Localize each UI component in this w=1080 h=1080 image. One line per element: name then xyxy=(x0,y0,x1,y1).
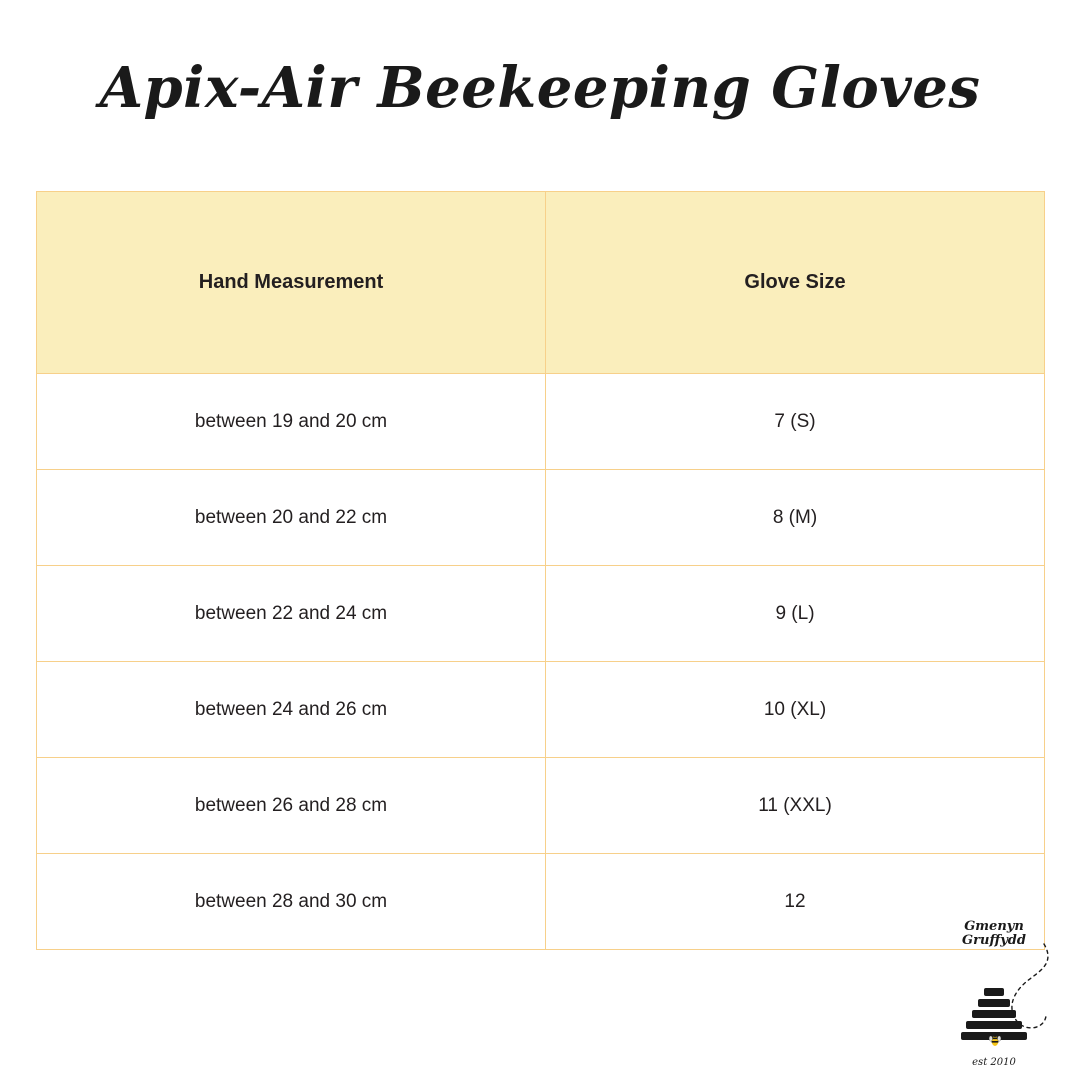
cell-hand-measurement: between 22 and 24 cm xyxy=(37,566,546,662)
table-row xyxy=(37,662,1045,758)
logo-name-line-1: Gmenyn xyxy=(964,919,1024,934)
cell-glove-size: 7 (S) xyxy=(546,374,1045,470)
table-row xyxy=(37,854,1045,950)
table-row xyxy=(37,758,1045,854)
table-body xyxy=(37,374,1045,950)
table-header-row xyxy=(37,192,1045,374)
page-title: Apix-Air Beekeeping Gloves xyxy=(99,55,981,121)
table-row xyxy=(37,566,1045,662)
table-header xyxy=(37,192,1045,374)
table-row xyxy=(37,470,1045,566)
cell-glove-size: 8 (M) xyxy=(546,470,1045,566)
cell-hand-measurement: between 20 and 22 cm xyxy=(37,470,546,566)
cell-hand-measurement: between 24 and 26 cm xyxy=(37,662,546,758)
cell-hand-measurement: between 26 and 28 cm xyxy=(37,758,546,854)
glove-size-table xyxy=(36,191,1045,950)
logo-established-text: est 2010 xyxy=(972,1057,1016,1068)
column-header-hand-measurement: Hand Measurement xyxy=(37,192,546,374)
cell-glove-size: 10 (XL) xyxy=(546,662,1045,758)
cell-glove-size: 9 (L) xyxy=(546,566,1045,662)
logo-name-line-2: Gruffydd xyxy=(962,933,1026,948)
cell-glove-size: 12 xyxy=(546,854,1045,950)
cell-hand-measurement: between 19 and 20 cm xyxy=(37,374,546,470)
cell-hand-measurement: between 28 and 30 cm xyxy=(37,854,546,950)
brand-logo xyxy=(930,920,1058,1070)
cell-glove-size: 11 (XXL) xyxy=(546,758,1045,854)
column-header-glove-size: Glove Size xyxy=(546,192,1045,374)
logo-wordmark xyxy=(944,920,1044,948)
bee-icon xyxy=(989,1032,1001,1048)
table-row xyxy=(37,374,1045,470)
